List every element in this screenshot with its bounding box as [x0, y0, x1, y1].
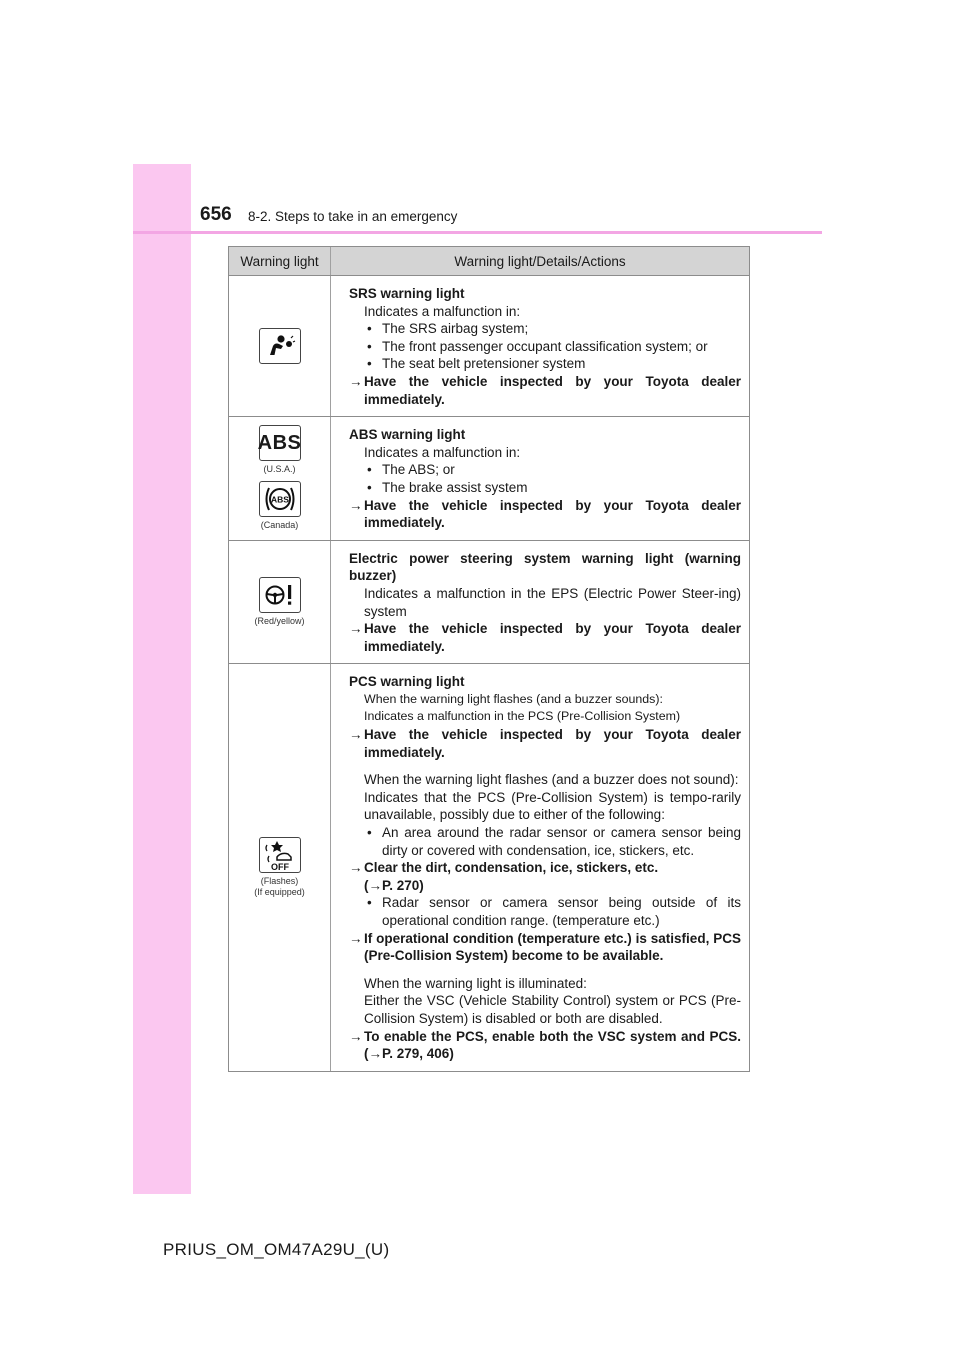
srs-title: SRS warning light	[349, 286, 465, 301]
table-header	[229, 247, 749, 276]
icon-cell	[229, 417, 331, 540]
svg-text:OFF: OFF	[270, 862, 289, 872]
abs-usa-caption: (U.S.A.)	[263, 464, 296, 475]
details-cell	[331, 417, 749, 540]
pcs-case2-action-1: → Clear the dirt, condensation, ice, stickers, etc. (→P. 270)	[349, 860, 659, 893]
section-title: 8-2. Steps to take in an emergency	[248, 209, 458, 224]
pcs-title: PCS warning light	[349, 674, 465, 690]
table-row-srs	[229, 276, 749, 417]
pcs-case1-description: Indicates a malfunction in the PCS (Pre-Collision System)	[364, 709, 681, 724]
abs-canada-icon	[259, 481, 301, 517]
pcs-caption-equipped: (If equipped)	[254, 887, 305, 898]
table-row-pcs	[229, 664, 749, 1070]
eps-title: Electric power steering system warning light (warning buzzer)	[349, 550, 741, 584]
table-row-abs	[229, 417, 749, 541]
pcs-off-icon	[259, 837, 301, 873]
warning-light-table	[228, 246, 750, 1072]
abs-canada-caption: (Canada)	[260, 520, 299, 531]
page-number: 656	[200, 204, 232, 225]
steering-wheel-exclamation-icon	[259, 577, 301, 613]
pcs-case1-condition: When the warning light flashes (and a buzzer sounds):	[364, 691, 663, 706]
table-row-eps	[229, 541, 749, 665]
pcs-caption-flashes: (Flashes)	[260, 876, 299, 887]
list-item: • The SRS airbag system;	[367, 321, 529, 337]
abs-usa-icon: ABS	[259, 425, 301, 461]
svg-text:ABS: ABS	[270, 494, 289, 505]
details-cell	[331, 664, 749, 1070]
eps-description: Indicates a malfunction in the EPS (Electric Power Steer-ing) system	[364, 585, 741, 619]
icon-cell	[229, 541, 331, 664]
pcs-case2-condition: When the warning light flashes (and a buzzer does not sound):	[364, 772, 739, 788]
pcs-case2-description: Indicates that the PCS (Pre-Collision System) is tempo-rarily unavailable, possibly due to either of the following:	[364, 789, 741, 823]
pcs-case2-action-2: → If operational condition (temperature etc.) is satisfied, PCS (Pre-Collision System) become to be available.	[349, 930, 741, 964]
list-item: • The ABS; or	[367, 462, 455, 478]
pcs-case1-action: → Have the vehicle inspected by your Toyota dealer immediately.	[349, 727, 741, 760]
srs-intro: Indicates a malfunction in:	[364, 303, 521, 319]
srs-action: → Have the vehicle inspected by your Toyota dealer immediately.	[349, 373, 741, 407]
pcs-case3-condition: When the warning light is illuminated:	[364, 975, 587, 991]
abs-intro: Indicates a malfunction in:	[364, 444, 521, 460]
icon-cell	[229, 276, 331, 416]
srs-airbag-icon	[259, 328, 301, 364]
list-item: • Radar sensor or camera sensor being outside of its operational condition range. (temperature etc.)	[367, 895, 741, 928]
details-cell	[331, 541, 749, 664]
pcs-case3-action: → To enable the PCS, enable both the VSC system and PCS. (→P. 279, 406)	[349, 1028, 741, 1062]
list-item: • An area around the radar sensor or camera sensor being dirty or covered with condensation, ice, stickers, etc.	[367, 825, 741, 858]
header-rule	[133, 231, 822, 234]
abs-title: ABS warning light	[349, 427, 466, 443]
pcs-case3-description: Either the VSC (Vehicle Stability Control) system or PCS (Pre-Collision System) is disabled or both are disabled.	[364, 993, 741, 1026]
eps-action: → Have the vehicle inspected by your Toyota dealer immediately.	[349, 621, 741, 654]
abs-action: → Have the vehicle inspected by your Toyota dealer immediately.	[349, 497, 741, 531]
icon-cell	[229, 664, 331, 1070]
col-header-warning-light: Warning light	[229, 247, 331, 275]
list-item: • The brake assist system	[367, 479, 528, 495]
list-item: • The seat belt pretensioner system	[367, 356, 586, 372]
document-code-footer: PRIUS_OM_OM47A29U_(U)	[163, 1240, 390, 1259]
details-cell	[331, 276, 749, 416]
eps-caption: (Red/yellow)	[254, 616, 305, 626]
col-header-details: Warning light/Details/Actions	[454, 253, 626, 269]
list-item: • The front passenger occupant classification system; or	[367, 338, 708, 354]
chapter-sidebar-tab	[133, 164, 191, 1194]
